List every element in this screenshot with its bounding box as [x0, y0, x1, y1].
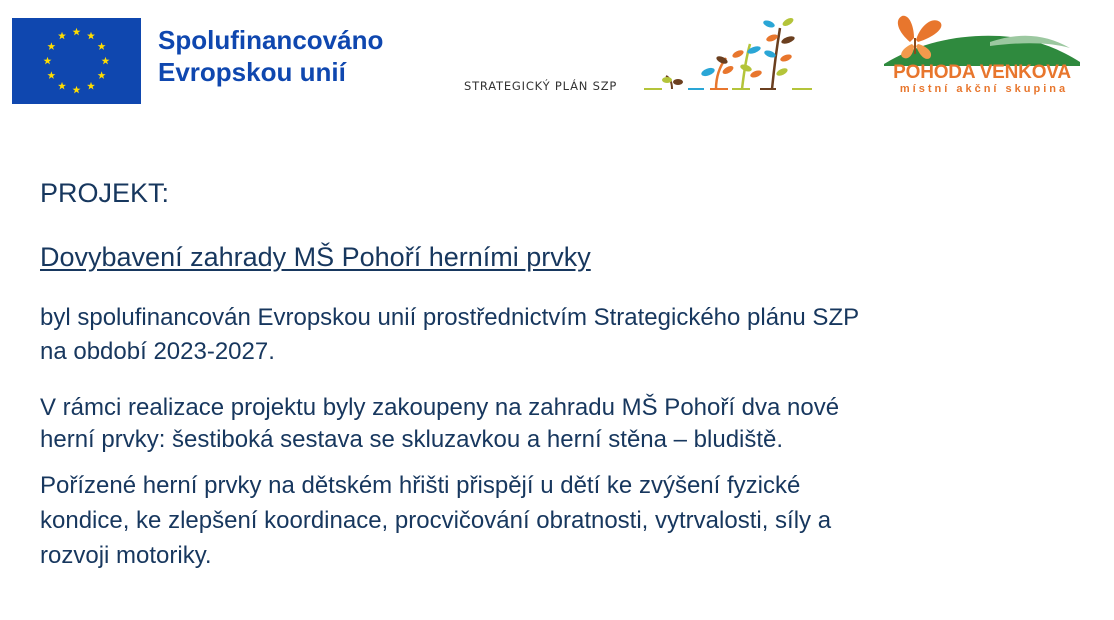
paragraph-line: na období 2023-2027. — [40, 338, 275, 365]
eu-star-icon — [98, 71, 106, 79]
eu-star-icon — [47, 42, 55, 50]
mas-logo-subtitle: místní akční skupina — [899, 83, 1069, 95]
strategic-plan-szp-logo — [464, 14, 834, 98]
funding-paragraph — [40, 301, 1040, 369]
project-title: Dovybavení zahrady MŠ Pohoří herními prvky — [40, 242, 591, 272]
paragraph-line: Pořízené herní prvky na dětském hřišti přispějí u dětí ke zvýšení fyzické — [40, 472, 801, 499]
mas-pohoda-venkova-logo — [880, 12, 1090, 98]
eu-logo-line2: Evropskou unií — [158, 57, 346, 87]
eu-logo-text — [158, 24, 383, 88]
eu-logo-line1: Spolufinancováno — [158, 25, 384, 55]
page-heading: PROJEKT: — [40, 178, 170, 208]
paragraph-line: V rámci realizace projektu byly zakoupeny na zahradu MŠ Pohoří dva nové — [40, 394, 840, 421]
purchase-paragraph — [40, 392, 1040, 456]
eu-star-icon — [87, 32, 95, 40]
mas-logo-name: POHODA VENKOVA — [893, 62, 1071, 83]
eu-star-icon — [58, 32, 66, 40]
eu-cofinanced-logo — [12, 18, 462, 106]
paragraph-line: kondice, ke zlepšení koordinace, procvičování obratnosti, vytrvalosti, síly a — [40, 507, 832, 534]
eu-star-icon — [73, 28, 81, 36]
project-announcement — [40, 176, 1040, 573]
paragraph-line: herní prvky: šestiboká sestava se skluzavkou a herní stěna – bludiště. — [40, 426, 784, 453]
eu-star-icon — [87, 82, 95, 90]
paragraph-line: rozvoji motoriky. — [40, 542, 212, 569]
eu-star-icon — [98, 42, 106, 50]
paragraph-line: byl spolufinancován Evropskou unií prostřednictvím Strategického plánu SZP — [40, 304, 860, 331]
szp-logo-label: STRATEGICKÝ PLÁN SZP — [464, 79, 618, 93]
benefits-paragraph — [40, 468, 1040, 573]
eu-flag-icon — [12, 18, 141, 104]
eu-star-icon — [58, 82, 66, 90]
eu-star-icon — [44, 57, 52, 65]
eu-star-icon — [47, 71, 55, 79]
eu-star-icon — [102, 57, 110, 65]
eu-star-icon — [73, 86, 81, 94]
sprouting-plants-icon — [642, 14, 827, 94]
